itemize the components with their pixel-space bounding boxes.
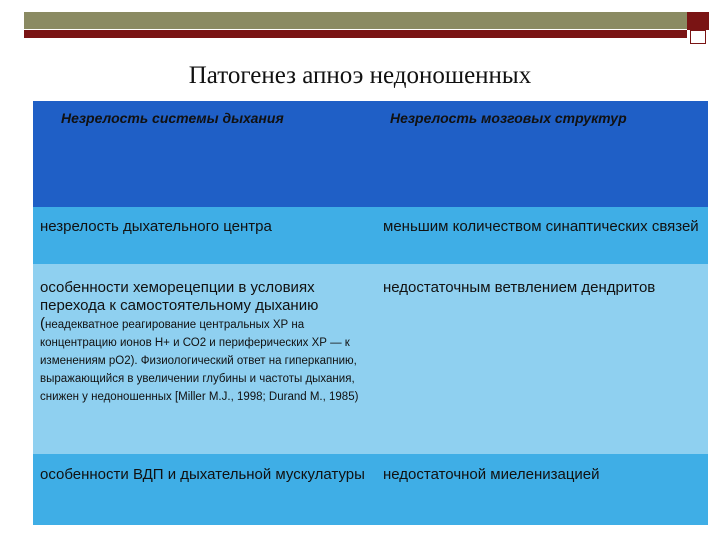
cell-main-text: особенности хеморецепции в условиях перехода к самостоятельному дыханию ( bbox=[40, 279, 319, 332]
table-cell-left: особенности ВДП и дыхательной мускулатуры bbox=[40, 466, 365, 483]
table-header bbox=[33, 101, 708, 207]
table-cell-right: меньшим количеством синаптических связей bbox=[383, 218, 699, 235]
table-cell-left bbox=[40, 279, 378, 405]
table-cell-left: незрелость дыхательного центра bbox=[40, 218, 272, 235]
top-accent-line bbox=[24, 30, 687, 38]
table-cell-right: недостаточным ветвлением дендритов bbox=[383, 279, 656, 296]
header-cell-respiratory: Незрелость системы дыхания bbox=[61, 110, 284, 126]
table-cell-right: недостаточной миеленизацией bbox=[383, 466, 600, 483]
cell-note-text: неадекватное реагирование центральных ХР на концентрацию ионов Н+ и СО2 и периферических ХР — к изменениям рО2). Физиологический ответ на гиперкапнию, выражающийся в увеличении глубины и частоты дыхания, снижен у недоношенных [Miller M.J., 1998; Durand M., 1985) bbox=[40, 319, 359, 403]
corner-decor-square bbox=[687, 12, 709, 30]
corner-decor-outline-square bbox=[690, 30, 706, 44]
table-row bbox=[33, 207, 708, 264]
slide-title: Патогенез апноэ недоношенных bbox=[188, 62, 532, 89]
table-row bbox=[33, 264, 708, 454]
header-cell-brain: Незрелость мозговых структур bbox=[390, 110, 627, 126]
table-row bbox=[33, 454, 708, 525]
top-decor-bar bbox=[24, 12, 687, 29]
